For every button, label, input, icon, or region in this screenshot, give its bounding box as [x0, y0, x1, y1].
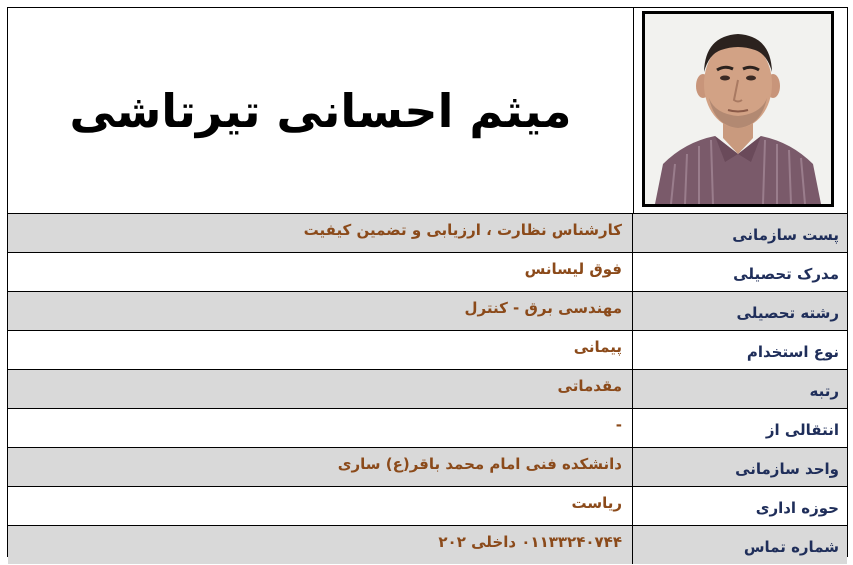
person-photo-icon [645, 14, 831, 204]
table-row [8, 526, 847, 564]
field-label: نوع استخدام [746, 343, 839, 361]
field-label: رشته تحصیلی [736, 304, 839, 322]
field-value: فوق لیسانس [8, 253, 633, 291]
field-value: کارشناس نظارت ، ارزیابی و تضمین کیفیت [8, 214, 633, 252]
table-row [8, 409, 847, 448]
field-label: حوزه اداری [755, 499, 839, 517]
field-value: ۰۱۱۳۳۲۴۰۷۴۴ داخلی ۲۰۲ [8, 526, 633, 564]
field-label: پست سازمانی [732, 226, 839, 244]
field-value: ریاست [8, 487, 633, 525]
table-row [8, 214, 847, 253]
photo-cell [634, 8, 847, 213]
profile-header [8, 8, 847, 214]
person-name: میثم احسانی تیرتاشی [69, 83, 572, 138]
field-value: مقدماتی [8, 370, 633, 408]
table-row [8, 487, 847, 526]
field-value: پیمانی [8, 331, 633, 369]
field-label: شماره تماس [743, 538, 839, 556]
table-row [8, 448, 847, 487]
table-row [8, 331, 847, 370]
profile-card [7, 7, 848, 557]
field-label: واحد سازمانی [735, 460, 839, 478]
field-value: - [8, 409, 633, 447]
field-label: مدرک تحصیلی [733, 265, 839, 283]
name-cell [8, 8, 634, 213]
person-photo [642, 11, 834, 207]
table-row [8, 370, 847, 409]
table-row [8, 292, 847, 331]
field-value: دانشکده فنی امام محمد باقر(ع) ساری [8, 448, 633, 486]
field-label: انتقالی از [765, 421, 839, 439]
details-table [8, 214, 847, 564]
table-row [8, 253, 847, 292]
field-value: مهندسی برق - کنترل [8, 292, 633, 330]
field-label: رتبه [809, 382, 839, 400]
